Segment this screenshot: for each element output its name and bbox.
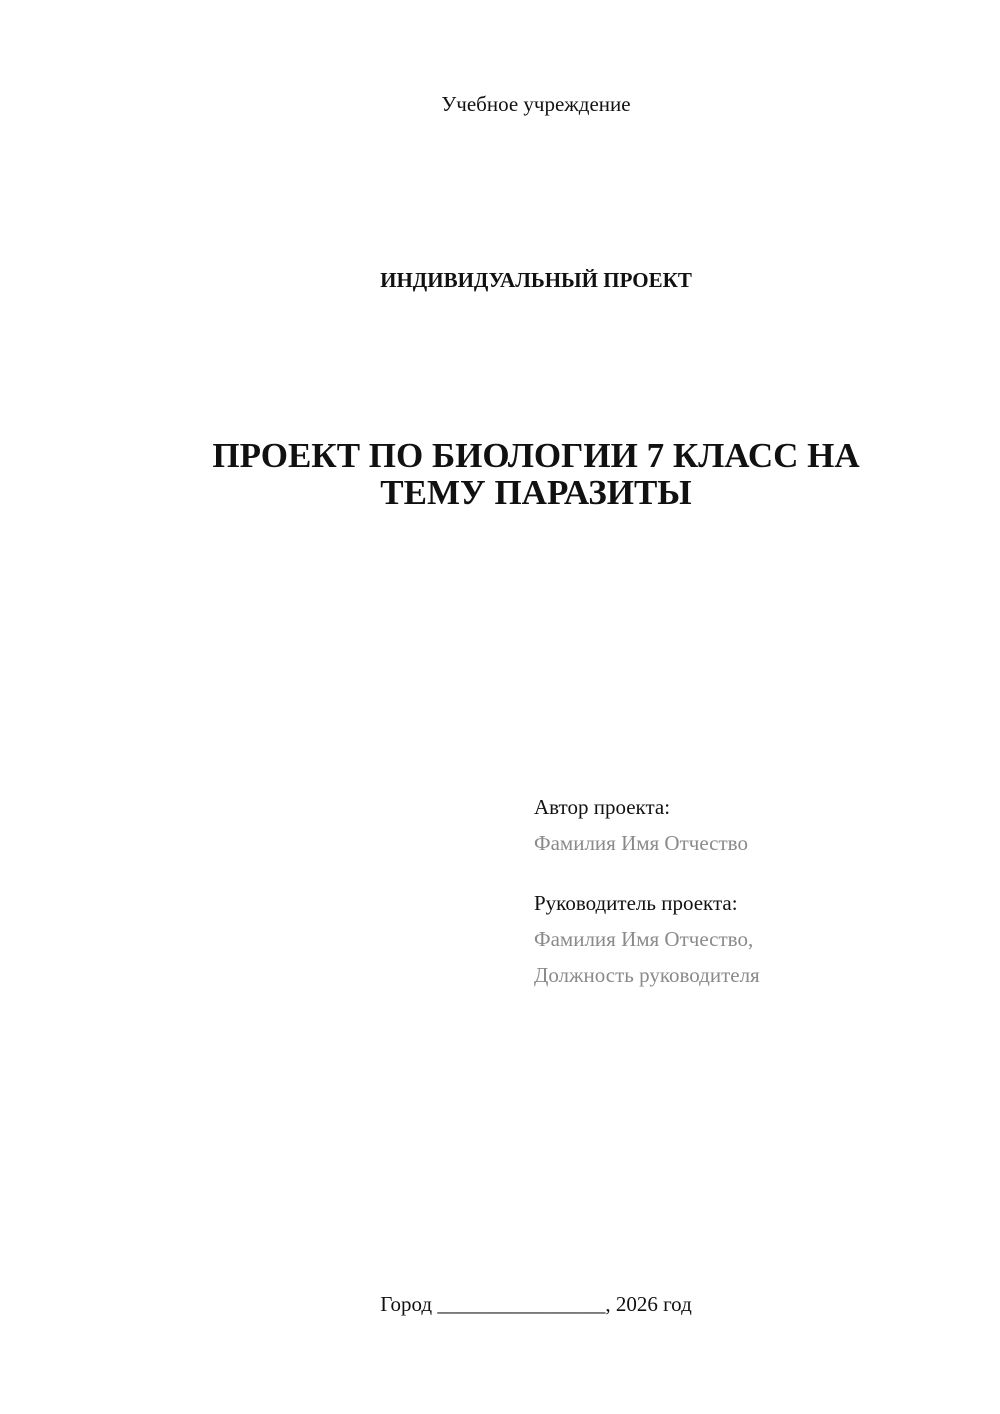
author-info-block — [534, 789, 760, 993]
year-text: , 2026 год — [605, 1292, 692, 1316]
supervisor-position-placeholder: Должность руководителя — [534, 963, 760, 987]
project-title-line-2: ТЕМУ ПАРАЗИТЫ — [380, 473, 692, 512]
project-type-heading: ИНДИВИДУАЛЬНЫЙ ПРОЕКТ — [380, 268, 692, 292]
author-name-placeholder: Фамилия Имя Отчество — [534, 831, 748, 855]
supervisor-label: Руководитель проекта: — [534, 891, 738, 915]
institution-name: Учебное учреждение — [441, 92, 631, 116]
author-label: Автор проекта: — [534, 795, 671, 819]
city-label: Город — [380, 1292, 433, 1316]
project-title — [150, 437, 922, 511]
supervisor-name-placeholder: Фамилия Имя Отчество, — [534, 927, 754, 951]
project-title-line-1: ПРОЕКТ ПО БИОЛОГИИ 7 КЛАСС НА — [212, 436, 860, 475]
footer-city-year — [0, 1292, 1000, 1317]
city-blank-line: ________________ — [437, 1292, 606, 1316]
